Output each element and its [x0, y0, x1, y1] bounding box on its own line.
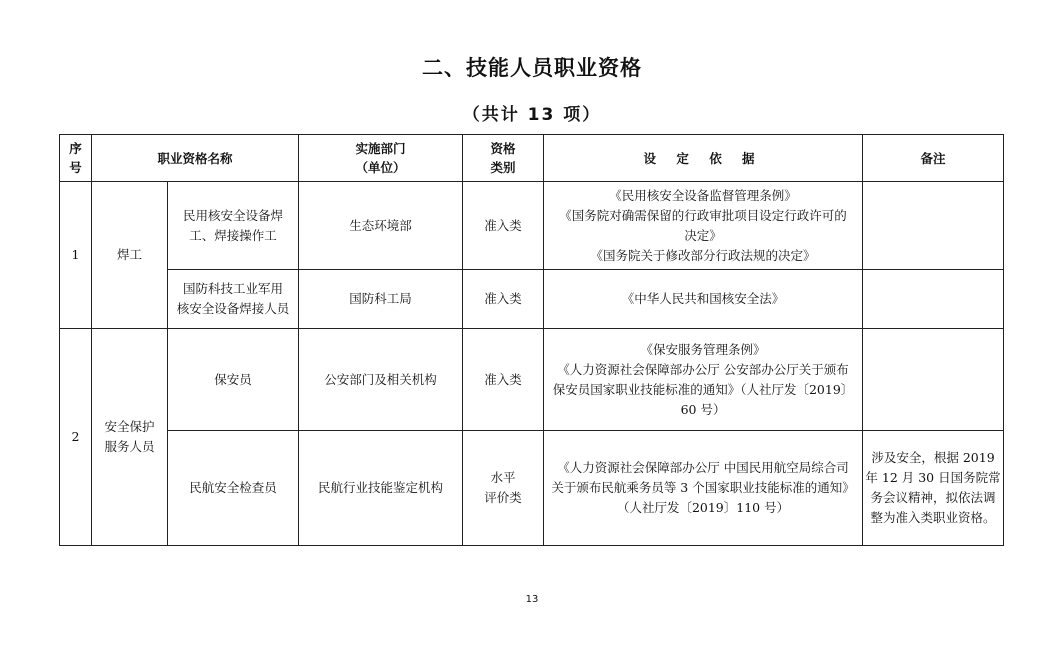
header-remarks: 备注: [863, 135, 1004, 182]
item-category: 准入类: [463, 182, 544, 270]
item-name-line: 工、焊接操作工: [189, 227, 277, 243]
item-remarks: [863, 431, 1004, 546]
header-basis: 设 定 依 据: [544, 135, 863, 182]
item-basis: [544, 329, 863, 431]
remarks-line: 整为准入类职业资格。: [870, 510, 996, 525]
header-department-line-2: （单位）: [355, 160, 406, 175]
page-subtitle: （共计 13 项）: [462, 105, 602, 125]
basis-line: 《国务院对确需保留的行政审批项目设定行政许可的: [559, 207, 847, 223]
group-seq: 1: [60, 182, 92, 329]
item-department: 国防科工局: [299, 270, 463, 329]
basis-line: 《中华人民共和国核安全法》: [621, 291, 785, 306]
item-remarks: [863, 182, 1004, 270]
item-name: [168, 182, 299, 270]
item-basis: [544, 270, 863, 329]
header-seq: [60, 135, 92, 182]
remarks-line: 务会议精神，拟依法调: [870, 490, 996, 505]
header-seq-line-1: 序: [69, 141, 82, 156]
table-row: [60, 431, 1004, 546]
header-department-line-1: 实施部门: [355, 141, 406, 156]
item-name-line: 国防科技工业军用: [183, 281, 284, 296]
item-basis: [544, 431, 863, 546]
item-basis: [544, 182, 863, 270]
remarks-line: 涉及安全，根据 2019: [871, 450, 995, 465]
basis-line: 《国务院关于修改部分行政法规的决定》: [590, 247, 816, 263]
basis-line: 《民用核安全设备监督管理条例》: [609, 187, 797, 203]
group-name-line: 服务人员: [104, 439, 155, 454]
table-header-row: [60, 135, 1004, 182]
item-department: 民航行业技能鉴定机构: [299, 431, 463, 546]
group-name: 焊工: [92, 182, 168, 329]
item-remarks: [863, 329, 1004, 431]
item-category: 准入类: [463, 270, 544, 329]
item-category-line: 水平: [490, 470, 516, 485]
basis-line: 《保安服务管理条例》: [640, 341, 766, 357]
table-row: [60, 270, 1004, 329]
table-row: [60, 329, 1004, 431]
item-remarks: [863, 270, 1004, 329]
item-name: [168, 270, 299, 329]
header-category: [463, 135, 544, 182]
basis-line: 保安员国家职业技能标准的通知》（人社厅发〔2019〕: [552, 381, 854, 397]
item-category: 准入类: [463, 329, 544, 431]
item-name: 保安员: [168, 329, 299, 431]
header-seq-line-2: 号: [69, 160, 82, 175]
header-category-line-2: 类别: [490, 160, 516, 175]
group-name: [92, 329, 168, 546]
qualification-table: [59, 134, 1004, 546]
basis-line: 决定》: [684, 227, 722, 243]
basis-line: （人社厅发〔2019〕110 号）: [616, 500, 790, 515]
header-qualification-name: 职业资格名称: [92, 135, 299, 182]
basis-line: 《人力资源社会保障部办公厅 中国民用航空局综合司: [557, 460, 849, 475]
item-department: 生态环境部: [299, 182, 463, 270]
item-name-line: 核安全设备焊接人员: [176, 301, 290, 316]
page-title: 二、技能人员职业资格: [422, 56, 642, 80]
item-department: 公安部门及相关机构: [299, 329, 463, 431]
item-name: 民航安全检查员: [168, 431, 299, 546]
basis-line: 60 号）: [680, 401, 726, 417]
header-department: [299, 135, 463, 182]
group-name-line: 安全保护: [104, 419, 155, 434]
table-row: [60, 182, 1004, 270]
group-seq: 2: [60, 329, 92, 546]
page-number: 13: [525, 594, 539, 605]
basis-line: 《人力资源社会保障部办公厅 公安部办公厅关于颁布: [557, 361, 849, 377]
remarks-line: 年 12 月 30 日国务院常: [865, 470, 1001, 485]
header-category-line-1: 资格: [490, 141, 516, 156]
item-name-line: 民用核安全设备焊: [183, 207, 284, 223]
item-category: [463, 431, 544, 546]
basis-line: 关于颁布民航乘务员等 3 个国家职业技能标准的通知》: [551, 480, 855, 495]
item-category-line: 评价类: [484, 490, 522, 505]
